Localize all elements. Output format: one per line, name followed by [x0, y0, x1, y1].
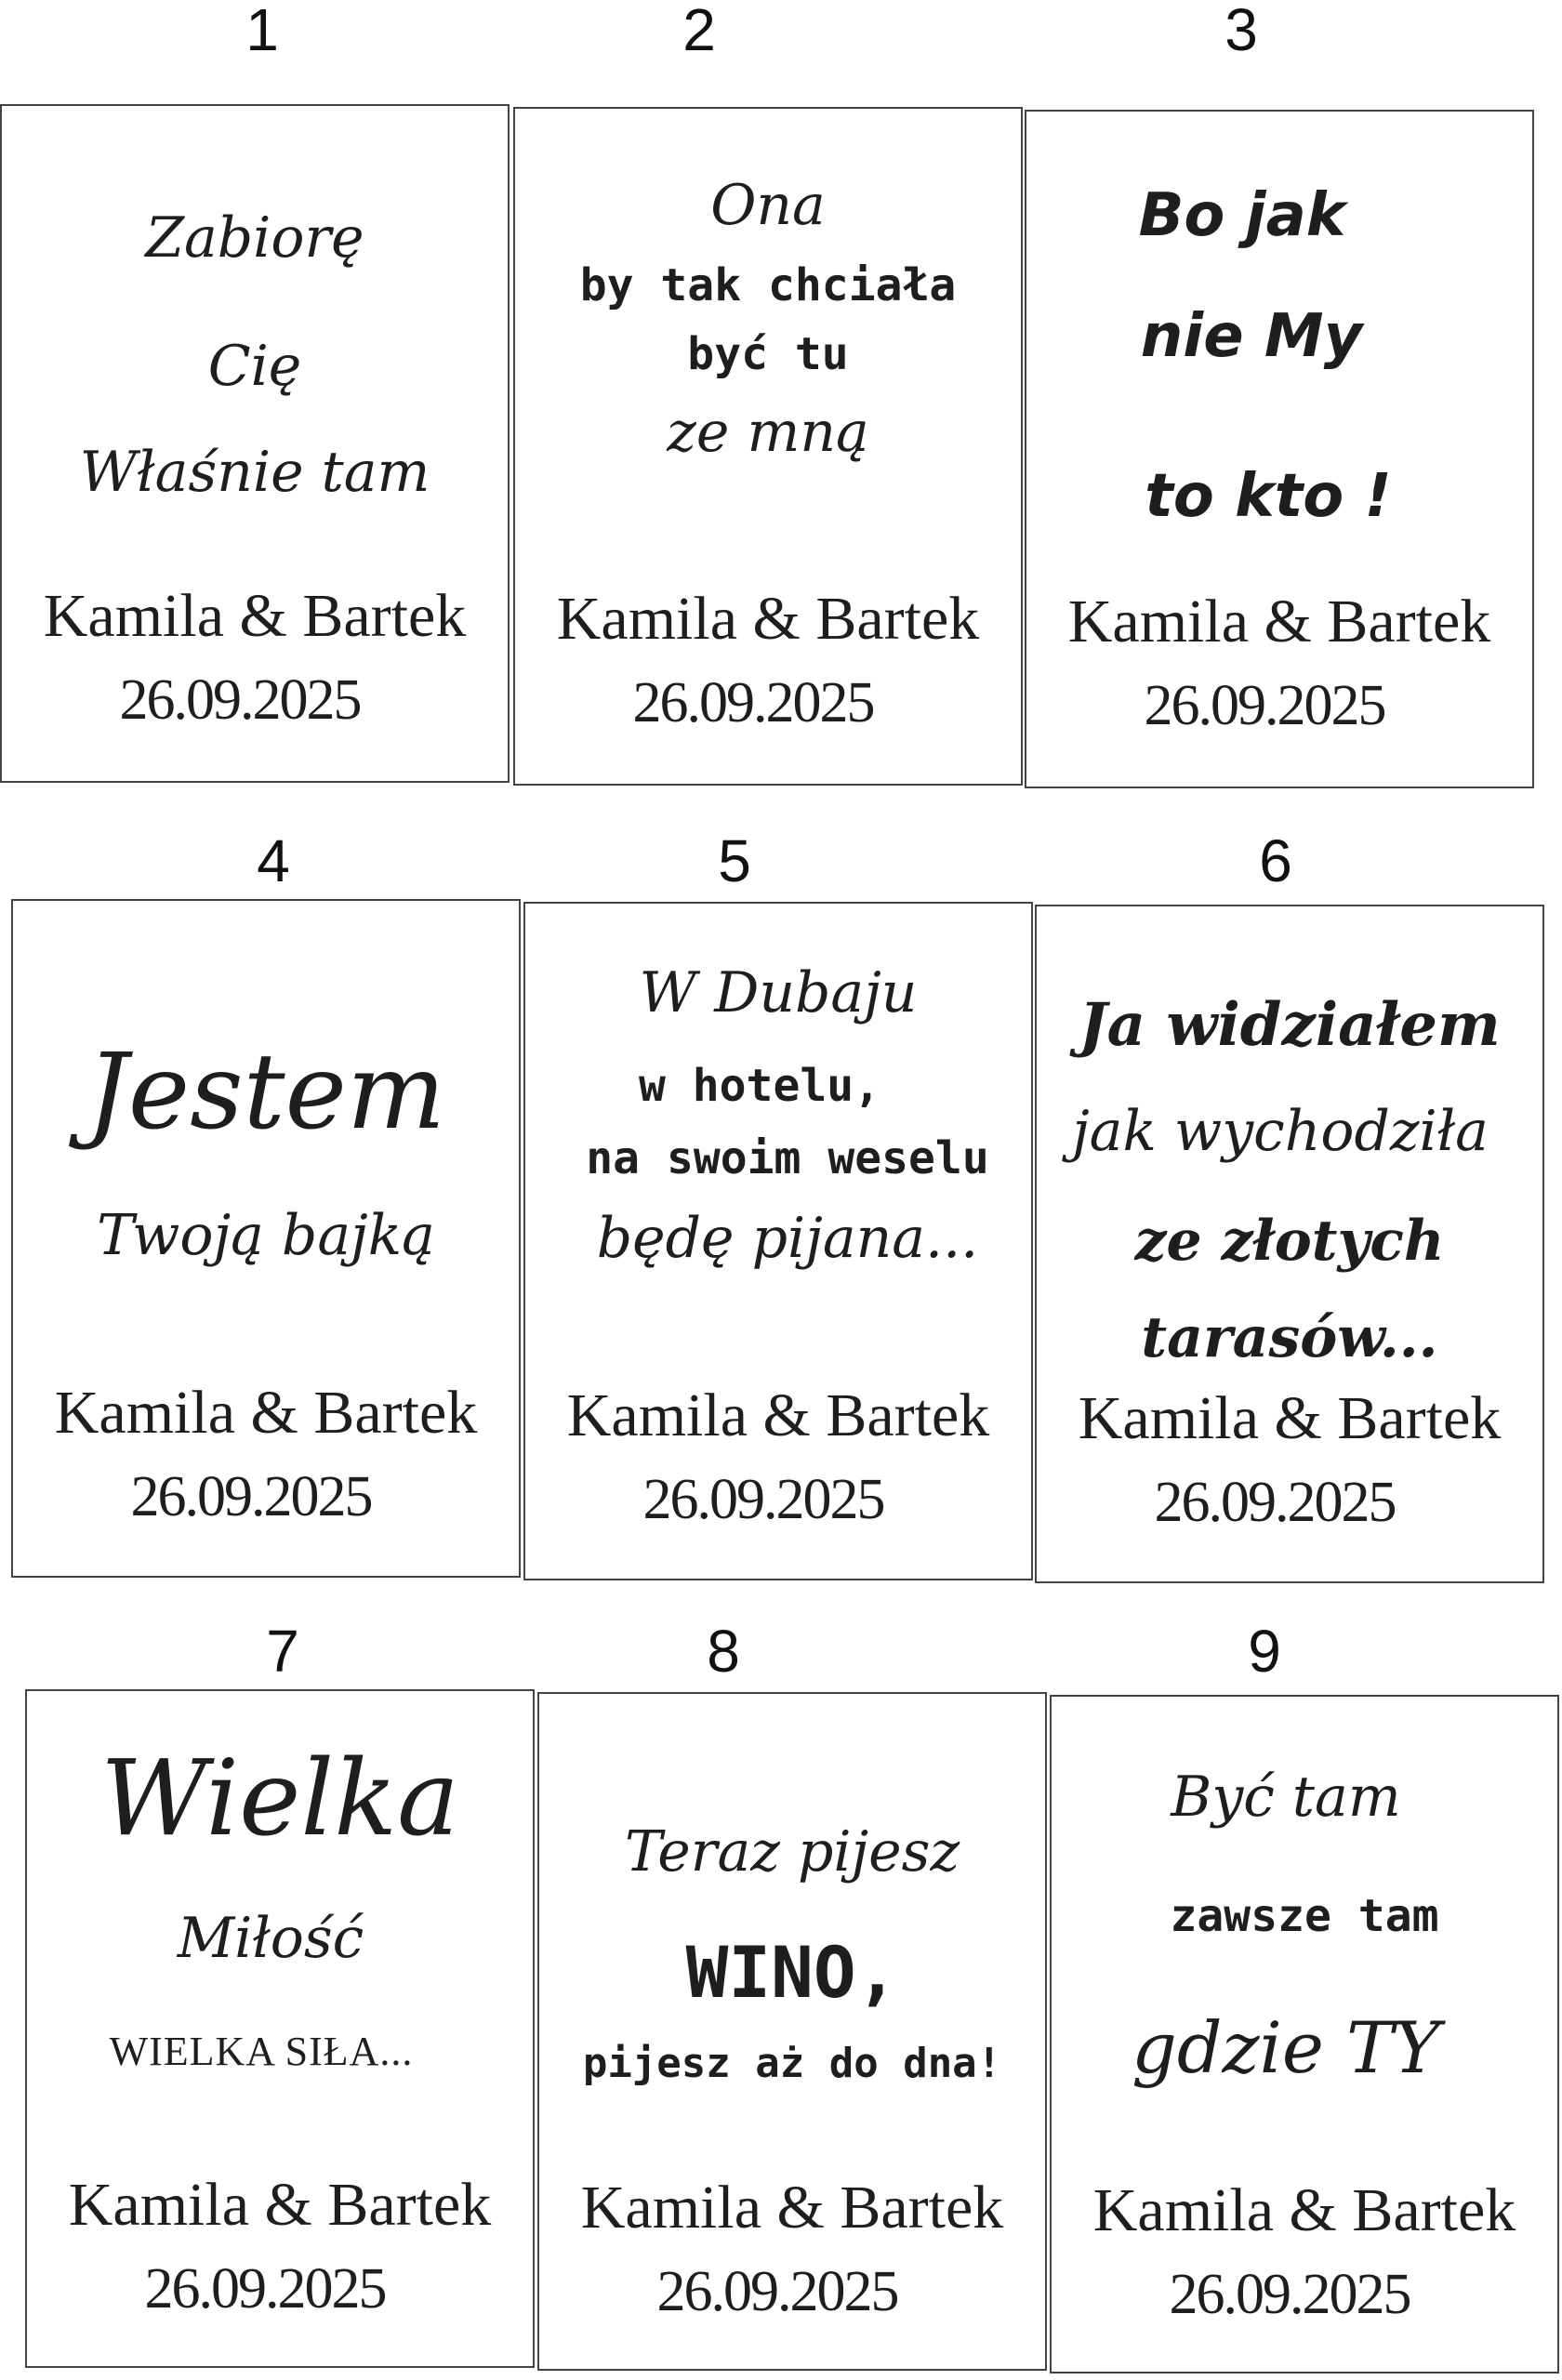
quote-line: WINO,: [685, 1931, 899, 2014]
quote-line: Ja widziałem: [1079, 990, 1501, 1060]
couple-names: Kamila & Bartek: [54, 1379, 478, 1447]
card-number: 7: [266, 1618, 299, 1685]
card-number: 1: [245, 0, 279, 63]
quote-line: Teraz pijesz: [624, 1819, 960, 1884]
label-card-2[interactable]: [513, 107, 1023, 786]
label-card-9[interactable]: [1050, 1695, 1559, 2373]
wedding-date: 26.09.2025: [632, 671, 874, 734]
quote-line: pijesz aż do dna!: [582, 2040, 1002, 2087]
card-number: 5: [718, 827, 751, 894]
quote-line: Twoją bajką: [97, 1203, 435, 1268]
wedding-date: 26.09.2025: [656, 2260, 898, 2323]
quote-line: Właśnie tam: [79, 440, 430, 505]
couple-names: Kamila & Bartek: [43, 582, 467, 650]
quote-line: jak wychodziła: [1072, 1099, 1489, 1164]
quote-line: Wielka: [100, 1739, 459, 1859]
couple-names: Kamila & Bartek: [566, 1382, 990, 1449]
card-number: 3: [1224, 0, 1258, 63]
couple-names: Kamila & Bartek: [580, 2174, 1004, 2241]
wedding-date: 26.09.2025: [144, 2257, 386, 2320]
quote-line: ze mną: [667, 400, 869, 465]
label-card-7[interactable]: [25, 1689, 535, 2368]
quote-line: w hotelu,: [638, 1060, 881, 1112]
card-number: 8: [707, 1618, 740, 1685]
card-number: 6: [1259, 827, 1292, 894]
label-card-4[interactable]: [11, 899, 521, 1578]
label-card-8[interactable]: [537, 1692, 1047, 2371]
card-number: 2: [682, 0, 716, 63]
wedding-date: 26.09.2025: [1169, 2263, 1410, 2326]
quote-line: Ona: [710, 173, 826, 238]
wedding-date: 26.09.2025: [130, 1465, 372, 1528]
quote-line: będę pijana...: [596, 1206, 979, 1271]
quote-line: Bo jak: [1138, 181, 1346, 250]
couple-names: Kamila & Bartek: [1067, 588, 1491, 655]
quote-line: ze złotych: [1134, 1209, 1445, 1274]
quote-line: Zabiorę: [145, 205, 364, 271]
quote-line: zawsze tam: [1170, 1890, 1439, 1942]
quote-line: WIELKA SIŁA...: [109, 2029, 414, 2074]
quote-line: na swoim weselu: [586, 1132, 989, 1184]
couple-names: Kamila & Bartek: [556, 585, 980, 653]
quote-line: nie My: [1140, 302, 1363, 371]
wedding-date: 26.09.2025: [1144, 674, 1385, 737]
card-number: 9: [1248, 1618, 1281, 1685]
quote-line: Być tam: [1171, 1765, 1401, 1830]
quote-line: gdzie TY: [1132, 2006, 1440, 2089]
couple-names: Kamila & Bartek: [68, 2171, 492, 2239]
couple-names: Kamila & Bartek: [1078, 1384, 1502, 1452]
label-card-6[interactable]: [1035, 905, 1544, 1583]
quote-line: być tu: [687, 328, 849, 380]
card-number: 4: [257, 827, 290, 894]
quote-line: Cię: [207, 334, 302, 399]
label-card-3[interactable]: [1025, 110, 1534, 788]
couple-names: Kamila & Bartek: [1092, 2176, 1516, 2244]
label-card-5[interactable]: [523, 902, 1033, 1580]
quote-line: Miłość: [177, 1906, 364, 1971]
wedding-date: 26.09.2025: [642, 1468, 884, 1531]
quote-line: W Dubaju: [639, 960, 918, 1025]
quote-line: tarasów...: [1141, 1305, 1438, 1370]
label-card-1[interactable]: [0, 104, 510, 783]
quote-line: Jestem: [86, 1032, 446, 1153]
quote-line: to kto !: [1145, 462, 1392, 531]
wedding-date: 26.09.2025: [1154, 1471, 1396, 1534]
wedding-date: 26.09.2025: [119, 668, 361, 732]
quote-line: by tak chciała: [579, 259, 957, 311]
